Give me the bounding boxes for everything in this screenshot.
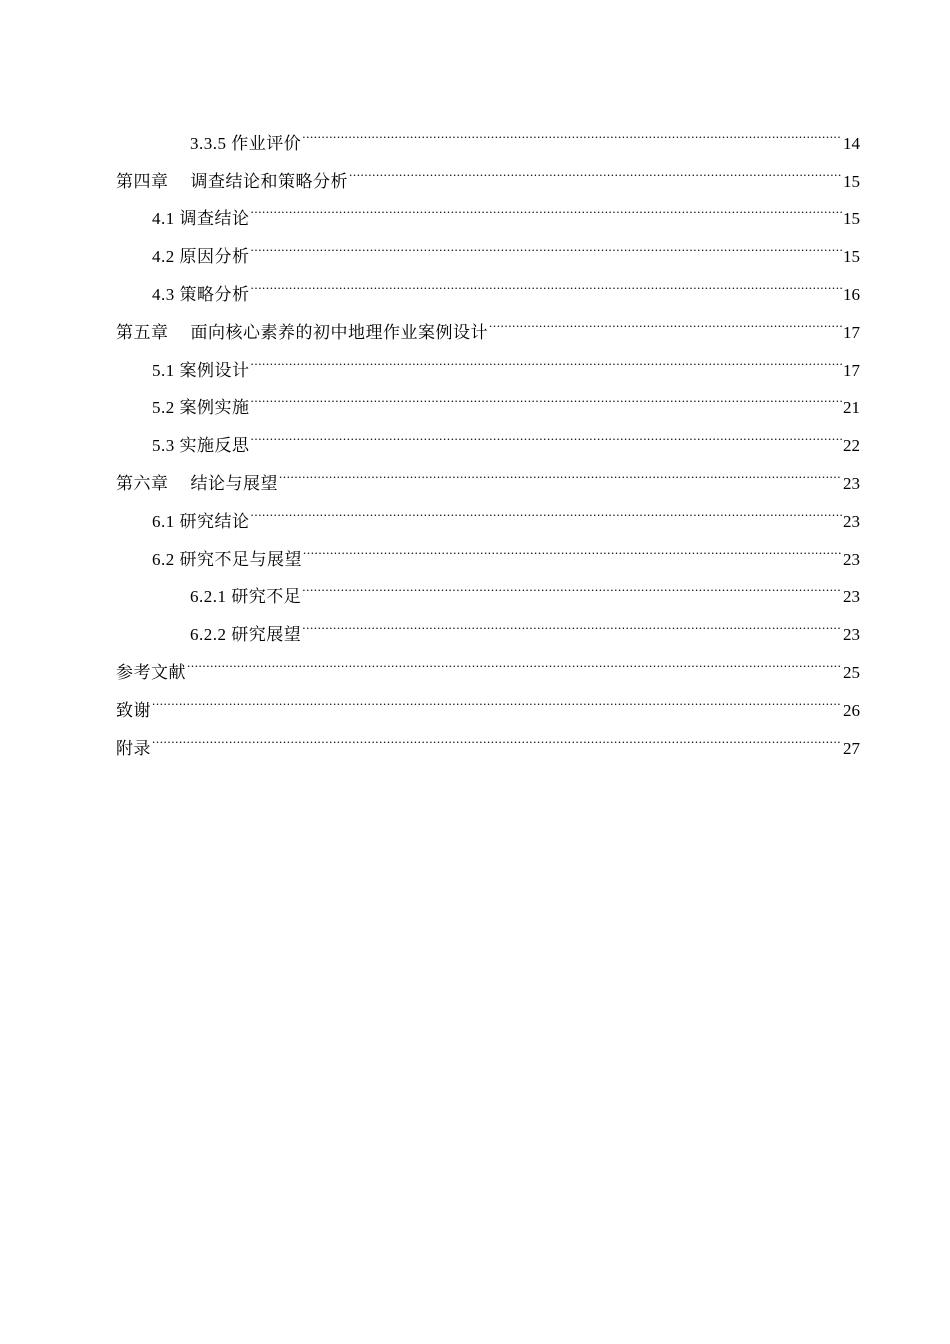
toc-dot-leader — [302, 602, 842, 640]
toc-entry-title: 6.2.1 研究不足 — [190, 587, 302, 607]
toc-dot-leader — [303, 527, 842, 565]
toc-page-number: 23 — [843, 587, 860, 607]
toc-dot-leader — [251, 224, 843, 262]
toc-page-number: 16 — [843, 284, 860, 304]
toc-page-number: 17 — [843, 322, 860, 342]
toc-entry-title: 4.1 调查结论 — [152, 209, 250, 229]
toc-chapter-title: 结论与展望 — [190, 473, 278, 493]
toc-dot-leader — [251, 262, 843, 300]
toc-dot-leader — [187, 640, 842, 678]
toc-entry-title: 参考文献 — [116, 662, 186, 682]
toc-page-number: 23 — [843, 549, 860, 569]
table-of-contents — [116, 111, 860, 758]
toc-entry-title: 5.1 案例设计 — [152, 360, 250, 380]
toc-dot-leader — [152, 678, 842, 716]
toc-chapter-title: 调查结论和策略分析 — [190, 171, 348, 191]
toc-dot-leader — [302, 565, 842, 603]
toc-page-number: 21 — [843, 398, 860, 418]
toc-dot-leader — [251, 489, 843, 527]
toc-page-number: 17 — [843, 360, 860, 380]
toc-page-number: 23 — [843, 511, 860, 531]
toc-entry[interactable] — [116, 111, 860, 153]
toc-entry-title: 5.3 实施反思 — [152, 436, 250, 456]
toc-entry-title: 5.2 案例实施 — [152, 398, 250, 418]
toc-entry[interactable] — [116, 716, 860, 758]
toc-chapter-label: 第四章 — [116, 171, 169, 191]
toc-entry-title: 6.2.2 研究展望 — [190, 625, 302, 645]
toc-entry[interactable] — [116, 678, 860, 720]
toc-page-number: 22 — [843, 436, 860, 456]
toc-entry-title: 3.3.5 作业评价 — [190, 133, 302, 153]
toc-entry-title: 6.1 研究结论 — [152, 511, 250, 531]
toc-dot-leader — [349, 149, 842, 187]
toc-entry-title: 4.3 策略分析 — [152, 284, 250, 304]
toc-chapter-label: 第五章 — [116, 322, 169, 342]
toc-entry[interactable] — [116, 640, 860, 682]
toc-dot-leader — [489, 300, 842, 338]
toc-dot-leader — [251, 187, 843, 225]
toc-dot-leader — [152, 716, 842, 754]
toc-chapter-title: 面向核心素养的初中地理作业案例设计 — [190, 322, 488, 342]
toc-page-number: 15 — [843, 171, 860, 191]
toc-page-number: 23 — [843, 473, 860, 493]
toc-page-number: 15 — [843, 209, 860, 229]
toc-entry-title: 致谢 — [116, 700, 151, 720]
toc-page-number: 25 — [843, 662, 860, 682]
toc-entry-title: 6.2 研究不足与展望 — [152, 549, 302, 569]
toc-dot-leader — [251, 413, 843, 451]
toc-page-number: 26 — [843, 700, 860, 720]
toc-entry-title: 4.2 原因分析 — [152, 247, 250, 267]
toc-dot-leader — [251, 338, 843, 376]
toc-dot-leader — [302, 111, 842, 149]
toc-dot-leader — [251, 376, 843, 414]
toc-entry-title: 附录 — [116, 738, 151, 758]
toc-dot-leader — [279, 451, 842, 489]
toc-page-number: 23 — [843, 625, 860, 645]
toc-page-number: 14 — [843, 133, 860, 153]
toc-page-number: 27 — [843, 738, 860, 758]
toc-chapter-label: 第六章 — [116, 473, 169, 493]
toc-page-number: 15 — [843, 247, 860, 267]
